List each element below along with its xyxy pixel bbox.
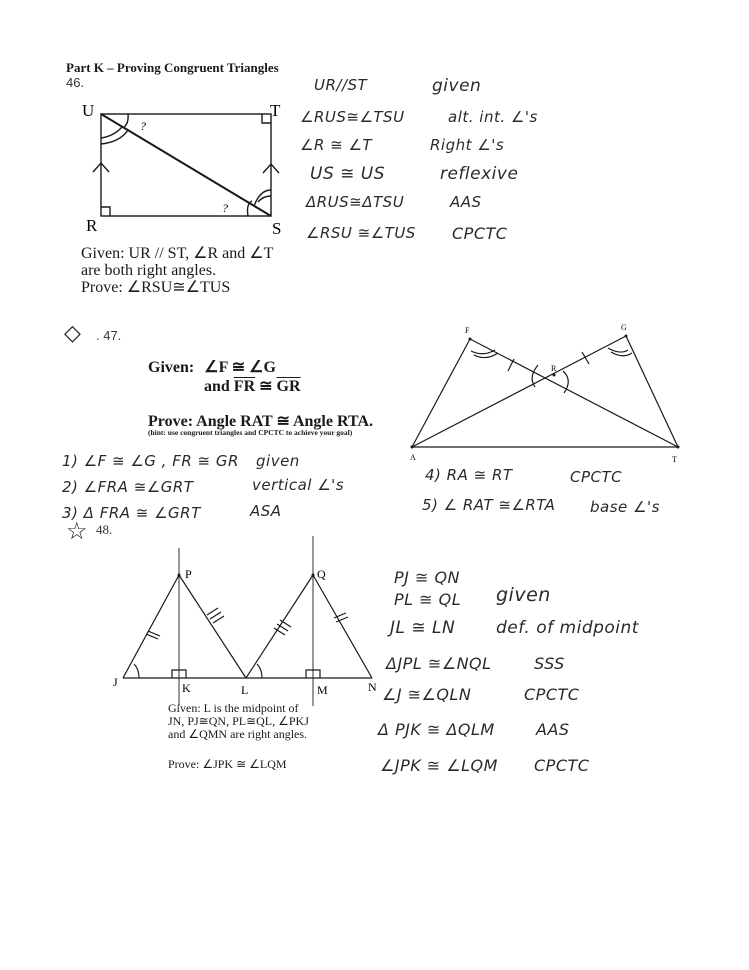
proof-statement: ∠RUS≅∠TSU bbox=[300, 108, 405, 126]
vertex-G: G bbox=[621, 323, 627, 332]
proof-reason: given bbox=[432, 76, 482, 96]
proof-statement: 5) ∠ RAT ≅∠RTA bbox=[422, 496, 556, 514]
vertex-U: U bbox=[82, 101, 95, 120]
proof-statement: ∠J ≅∠QLN bbox=[382, 685, 472, 704]
unknown-angle-mark: ? bbox=[140, 119, 146, 133]
vertex-T: T bbox=[672, 455, 677, 464]
given-angles: ∠F ≅ ∠G bbox=[204, 359, 276, 376]
proof-statement: 2) ∠FRA ≅∠GRT bbox=[62, 478, 194, 496]
vertex-F: F bbox=[465, 326, 470, 335]
problem-47-diagram bbox=[408, 325, 683, 465]
problem-46-given bbox=[81, 245, 273, 296]
proof-reason: CPCTC bbox=[524, 685, 580, 704]
proof-statement: ∠JPK ≅ ∠LQM bbox=[380, 756, 498, 775]
vertex-Q: Q bbox=[317, 567, 326, 581]
vertex-S: S bbox=[272, 219, 282, 238]
proof-statement: 3) Δ FRA ≅ ∠GRT bbox=[62, 504, 201, 522]
given-label: Given: bbox=[148, 359, 195, 376]
segment-FR: $\overline{FR}$ bbox=[233, 378, 256, 395]
problem-47-given bbox=[148, 358, 301, 396]
proof-reason: vertical ∠'s bbox=[252, 476, 345, 494]
problem-46-number: 46. bbox=[66, 75, 85, 90]
proof-reason: reflexive bbox=[440, 164, 519, 184]
proof-statement: ∠RSU ≅∠TUS bbox=[306, 224, 416, 242]
proof-statement: PL ≅ QL bbox=[394, 590, 462, 609]
proof-reason: CPCTC bbox=[534, 756, 590, 775]
vertex-T: T bbox=[270, 101, 281, 120]
proof-statement: PJ ≅ QN bbox=[394, 568, 461, 587]
proof-statement: ΔJPL ≅∠NQL bbox=[386, 654, 492, 673]
vertex-R: R bbox=[86, 216, 98, 235]
vertex-N: N bbox=[368, 680, 377, 694]
proof-reason: Right ∠'s bbox=[430, 136, 505, 154]
proof-reason: given bbox=[256, 452, 300, 470]
star-marker-icon: ☆ bbox=[66, 519, 88, 545]
segment-GR: $\overline{GR}$ bbox=[276, 378, 301, 395]
proof-statement: ΔRUS≅ΔTSU bbox=[306, 193, 405, 211]
proof-reason: CPCTC bbox=[452, 224, 508, 243]
vertex-M: M bbox=[317, 683, 328, 697]
problem-47-hint: (hint: use congruent triangles and CPCTC to achieve your goal) bbox=[148, 428, 353, 437]
proof-reason: SSS bbox=[534, 654, 565, 673]
proof-statement: JL ≅ LN bbox=[390, 618, 456, 638]
proof-reason: ASA bbox=[250, 502, 282, 520]
given-line: Given: L is the midpoint of bbox=[168, 701, 299, 715]
problem-48-diagram bbox=[110, 536, 385, 706]
proof-statement: UR//ST bbox=[314, 76, 368, 94]
given-and: and bbox=[204, 378, 230, 395]
given-line: and ∠QMN are right angles. bbox=[168, 727, 308, 741]
problem-47-number: . 47. bbox=[96, 328, 122, 343]
proof-statement: 4) RA ≅ RT bbox=[425, 466, 513, 484]
proof-statement: 1) ∠F ≅ ∠G , FR ≅ GR bbox=[62, 452, 239, 470]
proof-reason: def. of midpoint bbox=[496, 618, 639, 638]
proof-statement: US ≅ US bbox=[310, 164, 386, 184]
vertex-L: L bbox=[241, 683, 249, 697]
given-line: are both right angles. bbox=[81, 262, 217, 279]
problem-46-diagram bbox=[80, 100, 300, 240]
vertex-J: J bbox=[113, 675, 118, 689]
vertex-R: R bbox=[551, 364, 557, 373]
proof-reason: alt. int. ∠'s bbox=[448, 108, 538, 126]
given-line: JN, PJ≅QN, PL≅QL, ∠PKJ bbox=[168, 714, 309, 728]
proof-reason: given bbox=[496, 584, 551, 606]
problem-47-prove: Prove: Angle RAT ≅ Angle RTA. bbox=[148, 413, 373, 430]
problem-48-number: 48. bbox=[96, 522, 113, 537]
proof-reason: AAS bbox=[450, 193, 482, 211]
proof-reason: base ∠'s bbox=[590, 498, 660, 516]
problem-48-given bbox=[168, 702, 338, 741]
proof-reason: CPCTC bbox=[570, 468, 623, 486]
proof-statement: ∠R ≅ ∠T bbox=[300, 136, 373, 154]
vertex-P: P bbox=[185, 567, 192, 581]
unknown-angle-mark: ? bbox=[222, 201, 228, 215]
vertex-A: A bbox=[410, 453, 416, 462]
proof-reason: AAS bbox=[536, 720, 570, 739]
given-line: Given: UR // ST, ∠R and ∠T bbox=[81, 245, 274, 262]
congruent-symbol: ≅ bbox=[259, 378, 273, 395]
vertex-K: K bbox=[182, 681, 191, 695]
diamond-marker-icon: ◇ bbox=[64, 320, 81, 345]
part-title: Part K – Proving Congruent Triangles bbox=[66, 60, 279, 75]
problem-48-prove: Prove: ∠JPK ≅ ∠LQM bbox=[168, 757, 287, 771]
proof-statement: Δ PJK ≅ ΔQLM bbox=[378, 720, 495, 739]
prove-statement: Prove: ∠RSU≅∠TUS bbox=[81, 279, 231, 296]
